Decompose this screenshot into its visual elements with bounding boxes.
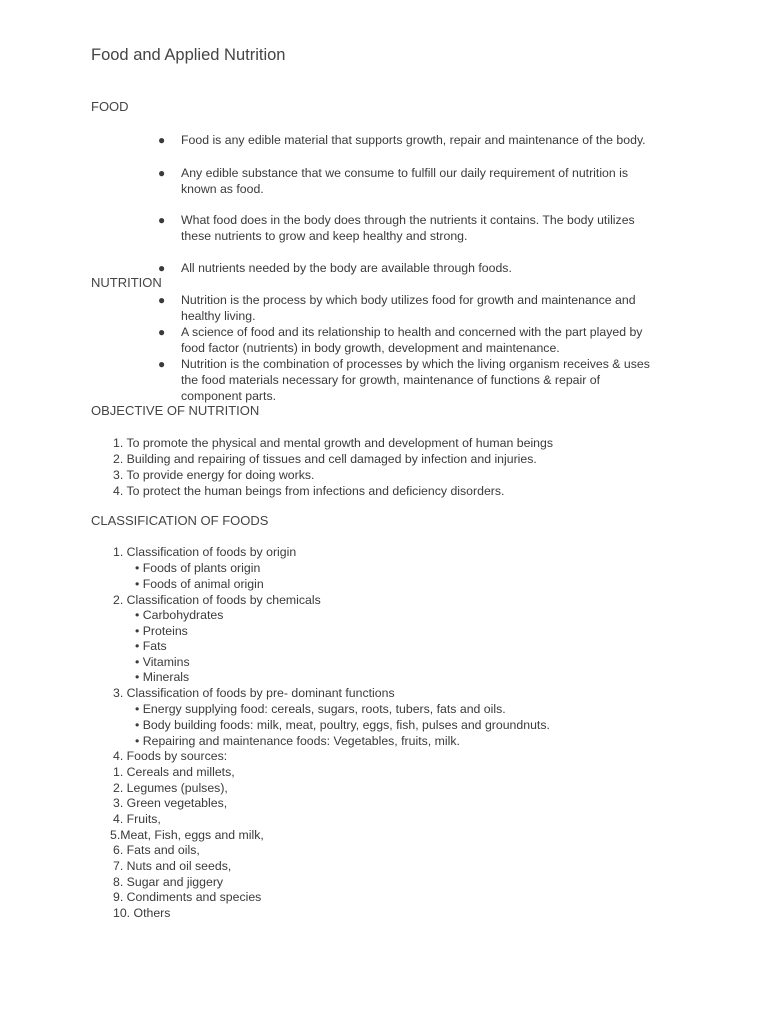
source-item: 6. Fats and oils, xyxy=(113,843,200,857)
objective-item-1: 1. To promote the physical and mental growth and development of human beings xyxy=(113,436,554,450)
food-heading: FOOD xyxy=(91,99,129,114)
classification-subitem: • Fats xyxy=(135,639,167,653)
classification-item: 2. Classification of foods by chemicals xyxy=(113,593,321,607)
source-item: 4. Fruits, xyxy=(113,812,161,826)
classification-subitem: • Foods of animal origin xyxy=(135,577,264,591)
classification-subitem: • Foods of plants origin xyxy=(135,561,261,575)
classification-item: 4. Foods by sources: xyxy=(113,749,228,763)
nutrition-heading: NUTRITION xyxy=(91,275,162,290)
bullet-marker: ● xyxy=(158,293,166,307)
bullet-marker: ● xyxy=(158,213,166,227)
source-item: 7. Nuts and oil seeds, xyxy=(113,859,232,873)
food-bullet-3: What food does in the body does through the nutrients it contains. The body utilizes these nutrients to grow and keep healthy and strong. xyxy=(181,213,635,243)
classification-subitem: • Repairing and maintenance foods: Vegetables, fruits, milk. xyxy=(135,734,460,748)
nutrition-bullet-2: A science of food and its relationship to health and concerned with the part played by food factor (nutrients) in body growth, development and maintenance. xyxy=(181,325,643,355)
source-item: 9. Condiments and species xyxy=(113,890,262,904)
classification-subitem: • Body building foods: milk, meat, poultry, eggs, fish, pulses and groundnuts. xyxy=(135,718,550,732)
food-bullet-2: Any edible substance that we consume to fulfill our daily requirement of nutrition is known as food. xyxy=(181,166,629,196)
nutrition-bullet-1: Nutrition is the process by which body utilizes food for growth and maintenance and healthy living. xyxy=(181,293,636,323)
classification-item: 3. Classification of foods by pre- dominant functions xyxy=(113,686,395,700)
food-bullet-1: Food is any edible material that supports growth, repair and maintenance of the body. xyxy=(181,133,646,147)
bullet-marker: ● xyxy=(158,166,166,180)
document-title: Food and Applied Nutrition xyxy=(91,46,286,64)
classification-subitem: • Vitamins xyxy=(135,655,190,669)
classification-item: 1. Classification of foods by origin xyxy=(113,545,297,559)
food-bullet-4: All nutrients needed by the body are available through foods. xyxy=(181,261,512,275)
source-item: 10. Others xyxy=(113,906,171,920)
source-item: 2. Legumes (pulses), xyxy=(113,781,228,795)
objective-heading: OBJECTIVE OF NUTRITION xyxy=(91,403,260,418)
bullet-marker: ● xyxy=(158,325,166,339)
bullet-marker: ● xyxy=(158,133,166,147)
source-item: 8. Sugar and jiggery xyxy=(113,875,224,889)
source-item: 5.Meat, Fish, eggs and milk, xyxy=(110,828,264,842)
classification-heading: CLASSIFICATION OF FOODS xyxy=(91,513,269,528)
objective-item-2: 2. Building and repairing of tissues and cell damaged by infection and injuries. xyxy=(113,452,537,466)
classification-subitem: • Carbohydrates xyxy=(135,608,224,622)
nutrition-bullet-3: Nutrition is the combination of processes by which the living organism receives & uses the food materials necessary for growth, maintenance of functions & repair of component parts. xyxy=(181,357,650,403)
source-item: 1. Cereals and millets, xyxy=(113,765,235,779)
bullet-marker: ● xyxy=(158,261,166,275)
bullet-marker: ● xyxy=(158,357,166,371)
objective-item-3: 3. To provide energy for doing works. xyxy=(113,468,315,482)
objective-item-4: 4. To protect the human beings from infections and deficiency disorders. xyxy=(113,484,505,498)
source-item: 3. Green vegetables, xyxy=(113,796,228,810)
classification-subitem: • Proteins xyxy=(135,624,188,638)
classification-subitem: • Energy supplying food: cereals, sugars, roots, tubers, fats and oils. xyxy=(135,702,506,716)
classification-subitem: • Minerals xyxy=(135,670,190,684)
